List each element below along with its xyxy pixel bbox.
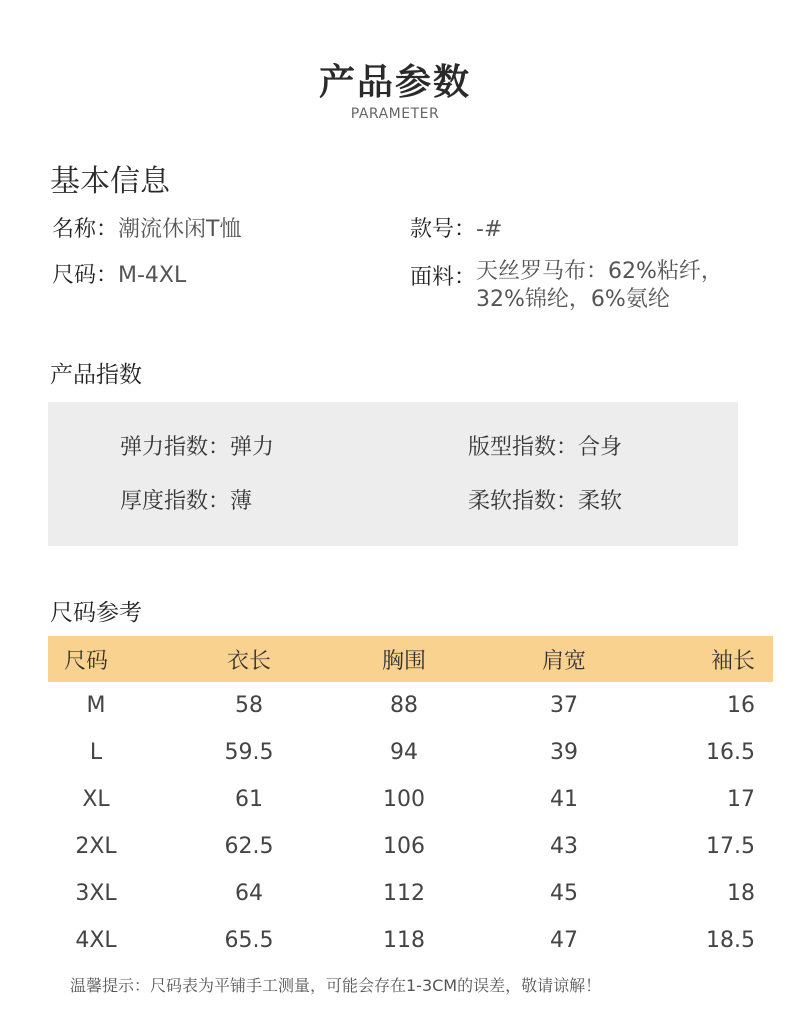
table-cell: 59.5	[224, 740, 274, 765]
page-title: 产品参数	[318, 62, 471, 103]
column-header-sleeve: 袖长	[674, 636, 773, 682]
table-cell: 18.5	[706, 928, 755, 953]
fabric-value-line2: 32%锦纶，6%氨纶	[476, 287, 670, 312]
column-header-length: 衣长	[144, 636, 354, 682]
table-cell: 17.5	[706, 834, 755, 859]
product-index-panel	[48, 402, 738, 546]
table-cell: M	[86, 693, 106, 718]
basic-info-heading: 基本信息	[50, 164, 170, 199]
index-item-softness	[468, 484, 622, 515]
table-cell: L	[89, 740, 103, 765]
table-row	[48, 870, 773, 917]
table-cell: 62.5	[224, 834, 274, 859]
fabric-value-line1: 天丝罗马布：62%粘纤，	[476, 259, 723, 284]
measurement-note: 温馨提示：尺码表为平铺手工测量，可能会存在1-3CM的误差，敬请谅解！	[70, 976, 602, 995]
table-cell: 3XL	[75, 881, 117, 906]
style-number-value: -#	[476, 217, 503, 242]
index-value: 薄	[230, 489, 253, 514]
table-row	[48, 729, 773, 776]
table-row	[48, 682, 773, 729]
index-item-elasticity	[120, 430, 274, 461]
table-cell: 94	[390, 740, 418, 765]
style-number-label: 款号：	[410, 217, 477, 242]
size-reference-heading: 尺码参考	[50, 600, 142, 626]
index-item-thickness	[120, 484, 252, 515]
index-item-fit	[468, 430, 622, 461]
index-value: 柔软	[578, 489, 623, 514]
table-cell: 37	[550, 693, 578, 718]
size-range-value: M-4XL	[118, 263, 187, 288]
table-row	[48, 823, 773, 870]
product-name-label: 名称：	[52, 217, 119, 242]
index-value: 合身	[578, 435, 623, 460]
table-cell: 17	[727, 787, 755, 812]
table-cell: 64	[235, 881, 263, 906]
table-cell: 106	[383, 834, 425, 859]
table-cell: 45	[550, 881, 578, 906]
index-value: 弹力	[230, 435, 275, 460]
table-cell: 4XL	[75, 928, 117, 953]
product-name-row	[52, 216, 241, 244]
table-cell: XL	[82, 787, 110, 812]
product-index-heading: 产品指数	[50, 362, 142, 388]
table-cell: 16	[727, 693, 755, 718]
size-table-header	[48, 636, 773, 682]
size-range-row	[52, 262, 186, 290]
table-row	[48, 917, 773, 964]
index-label: 柔软指数：	[468, 489, 579, 514]
index-label: 厚度指数：	[120, 489, 231, 514]
table-cell: 47	[550, 928, 578, 953]
column-header-chest: 胸围	[354, 636, 454, 682]
table-cell: 88	[390, 693, 418, 718]
fabric-label: 面料：	[410, 265, 477, 290]
table-cell: 100	[383, 787, 425, 812]
table-cell: 39	[550, 740, 578, 765]
product-name-value: 潮流休闲T恤	[118, 217, 242, 242]
table-row	[48, 776, 773, 823]
table-cell: 2XL	[75, 834, 117, 859]
table-cell: 18	[727, 881, 755, 906]
table-cell: 43	[550, 834, 578, 859]
table-cell: 16.5	[706, 740, 755, 765]
table-cell: 65.5	[224, 928, 274, 953]
table-cell: 112	[383, 881, 425, 906]
style-number-row	[410, 216, 502, 244]
table-cell: 61	[235, 787, 263, 812]
table-cell: 58	[235, 693, 263, 718]
page-subtitle: PARAMETER	[350, 106, 440, 122]
column-header-size: 尺码	[48, 636, 144, 682]
index-label: 版型指数：	[468, 435, 579, 460]
fabric-value	[476, 258, 723, 314]
fabric-row	[410, 258, 723, 314]
table-cell: 41	[550, 787, 578, 812]
size-range-label: 尺码：	[52, 263, 119, 288]
index-label: 弹力指数：	[120, 435, 231, 460]
size-table	[48, 636, 773, 964]
column-header-shoulder: 肩宽	[454, 636, 674, 682]
table-cell: 118	[383, 928, 425, 953]
